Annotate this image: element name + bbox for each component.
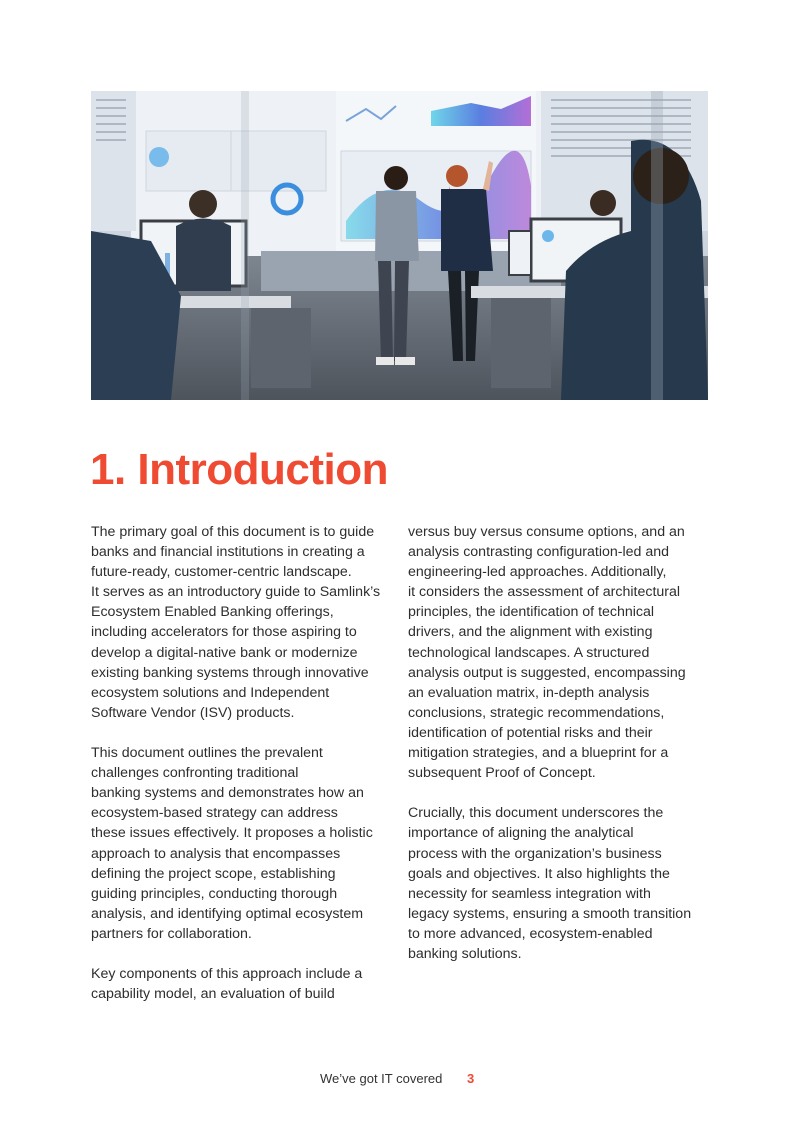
text-line: defining the project scope, establishing: [91, 865, 336, 882]
text-line: This document outlines the prevalent: [91, 745, 323, 762]
text-line: process with the organization’s business: [408, 845, 662, 862]
text-line: technological landscapes. A structured: [408, 644, 650, 661]
text-line: banking systems and demonstrates how an: [91, 785, 364, 802]
text-line: goals and objectives. It also highlights the: [408, 865, 670, 882]
text-column-left: [91, 522, 391, 1004]
text-line: approach to analysis that encompasses: [91, 845, 341, 862]
text-line: partners for collaboration.: [91, 925, 252, 942]
section-heading: 1. Introduction: [90, 445, 389, 494]
text-line: identification of potential risks and their: [408, 724, 653, 741]
text-line: Ecosystem Enabled Banking offerings,: [91, 604, 334, 621]
hero-image: [91, 91, 708, 400]
text-line: The primary goal of this document is to guide: [91, 524, 375, 540]
text-line: versus buy versus consume options, and an: [408, 524, 685, 540]
text-line: engineering-led approaches. Additionally,: [408, 564, 667, 581]
text-line: legacy systems, ensuring a smooth transition: [408, 905, 692, 922]
text-line: to more advanced, ecosystem-enabled: [408, 925, 653, 942]
text-line: it considers the assessment of architectural: [408, 584, 681, 601]
text-line: ecosystem-based strategy can address: [91, 805, 338, 822]
text-line: existing banking systems through innovative: [91, 664, 369, 681]
text-line: future-ready, customer-centric landscape.: [91, 564, 352, 581]
text-line: necessity for seamless integration with: [408, 885, 651, 902]
text-line: Key components of this approach include a: [91, 966, 363, 983]
text-line: ecosystem solutions and Independent: [91, 684, 330, 701]
text-line: conclusions, strategic recommendations,: [408, 704, 665, 721]
text-line: challenges confronting traditional: [91, 765, 299, 782]
text-line: banking solutions.: [408, 945, 522, 962]
text-line: these issues effectively. It proposes a holistic: [91, 825, 373, 842]
text-line: importance of aligning the analytical: [408, 825, 634, 842]
text-line: mitigation strategies, and a blueprint for a: [408, 745, 669, 762]
text-line: an evaluation matrix, in-depth analysis: [408, 684, 650, 701]
text-line: principles, the identification of technical: [408, 604, 655, 621]
paragraph: [91, 743, 391, 944]
text-line: It serves as an introductory guide to Samlink’s: [91, 584, 381, 601]
text-column-right: [408, 522, 708, 964]
text-line: develop a digital-native bank or modernize: [91, 644, 358, 661]
paragraph: [91, 522, 391, 723]
text-line: drivers, and the alignment with existing: [408, 624, 653, 641]
paragraph: [91, 964, 391, 1004]
paragraph: [408, 522, 708, 783]
footer-tagline: We’ve got IT covered: [320, 1071, 443, 1086]
page-number: 3: [467, 1071, 475, 1086]
paragraph: [408, 803, 708, 964]
text-line: Software Vendor (ISV) products.: [91, 704, 295, 721]
text-line: including accelerators for those aspiring to: [91, 624, 357, 641]
text-line: analysis contrasting configuration-led and: [408, 544, 670, 561]
text-line: guiding principles, conducting thorough: [91, 885, 338, 902]
text-line: analysis, and identifying optimal ecosystem: [91, 905, 364, 922]
text-line: analysis output is suggested, encompassing: [408, 664, 686, 681]
text-line: subsequent Proof of Concept.: [408, 765, 596, 782]
text-line: banks and financial institutions in creating a: [91, 544, 365, 561]
text-line: capability model, an evaluation of build: [91, 986, 335, 1003]
text-line: Crucially, this document underscores the: [408, 805, 664, 822]
